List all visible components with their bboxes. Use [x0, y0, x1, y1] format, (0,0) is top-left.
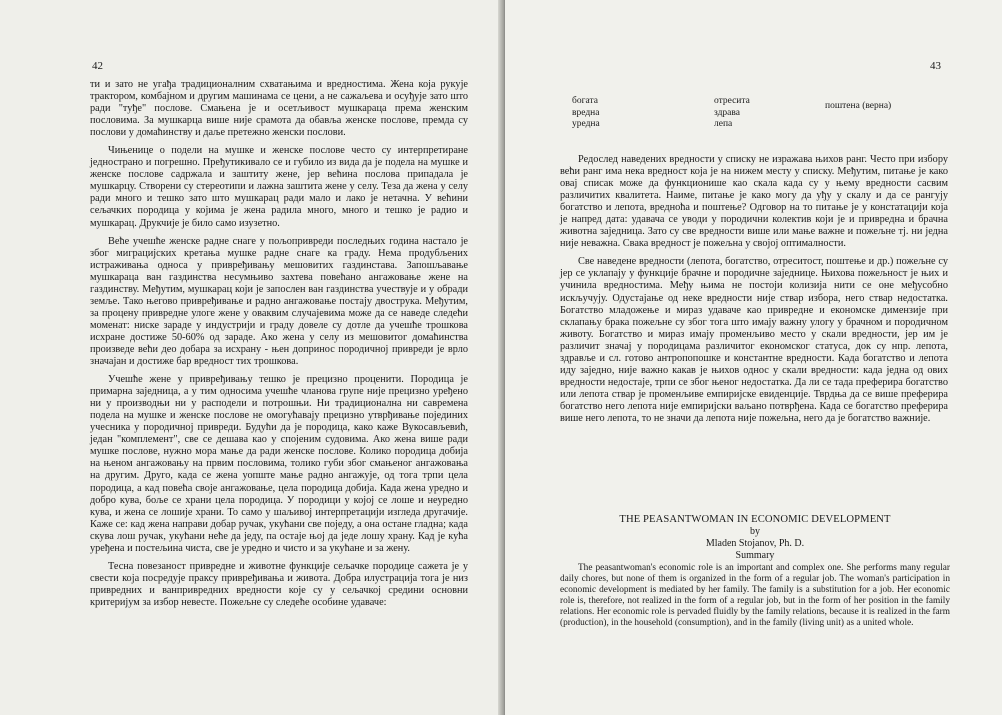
paragraph: Учешће жене у привређивању тешко је прецизно проценити. Породица је примарна заједница, а у тим односима учешће чланова групе није прецизно уређено ни у производњи ни у расподели и потрошњи. Ни традиционална ни савремена подела на мушке и женске послове не омогућавају прецизно утврђивање појединих учесника у породичној привреди. Будући да је породица, како каже Вукосављевић, један "комплемент", све се дешава као у спојеним судовима. Ако жена више ради мушке послове, нужно мора мање да ради женске послове. Колико породица добија на њеном ангажовању на првим пословима, толико губи због смањеног ангажовања на другим. Друго, када се жена уопште мање радно ангажује, од тога трпи цела породица, а кад повећа своје ангажовање, цела породица добија. Када жена уредно и добро кува, боље се храни цела породица. У породици у којој се лоше и неуредно кува, и жена се лошије храни. То само у шаљивој интерпретацији изгледа другачије. Каже се: кад жена направи добар ручак, укућани све поједу, а она остане гладна; када скува лош ручак, укућани неће да једу, па остаје њој да једе лошу храну. Кад је кућа уређена и постељина чиста, све је уредно и чисто и за укућане и за жену.: [90, 374, 468, 554]
page-number-left: 42: [92, 60, 103, 72]
summary-author: Mladen Stojanov, Ph. D.: [705, 538, 805, 549]
value-item: лепа: [714, 119, 733, 129]
value-column-1: [572, 96, 600, 131]
value-item: вредна: [572, 107, 600, 118]
value-item: отресита: [714, 96, 750, 106]
right-page: [505, 0, 1002, 715]
value-item: поштена (верна): [825, 101, 892, 111]
summary-text: The peasantwoman's economic role is an important and complex one. She performs many regular daily chores, but none of them is organized in the form of a regular job. The woman's participation in economic development is mediated by her family. The family is a substitution for a job. Her economic role is, therefore, not realized in the form of a regular job, but in the form of her position in the family relations. Her economic role is pervaded fluidly by the family relations, because it is realized in the farm (production), in the household (consumption), and in the family (living unit) as a united whole.: [560, 563, 950, 628]
left-page-text: [90, 79, 468, 615]
paragraph: ти и зато не угађа традиционалним схватањима и вредностима. Жена која рукује трактором, комбајном и другим машинама се цени, а не сажаљева и осуђује зато што ради "туђе" послове. Смањена је и осетљивост мушкараца према женским пословима. За мушкарца више није срамота да обавља женске послове, премда су послови у домаћинству и даље претежно женски послови.: [90, 79, 468, 139]
page-number-right: 43: [930, 60, 941, 72]
paragraph: Редослед наведених вредности у списку не изражава њихов ранг. Често при избору већи ранг има нека вредност која је на нижем месту у списку. Међутим, питање је како овај списак може да функционише као скала када су у њему вредности сасвим различитих квалитета. Наиме, питање је како могу да уђу у скалу и да се рангују богатство и лепота, вредноћа и поштење? Одговор на то питање је у констатацији која је напред дата: удавача се уводи у породични колектив који је и привредна и брачна животна заједница. Зато су све вредности више или мање важне и пожељне тј. ни једна није неважна. Свака вредност је пожељна у својој оптималности.: [560, 154, 948, 250]
value-item: уредна: [572, 119, 600, 129]
english-summary: [560, 514, 950, 629]
paragraph: Тесна повезаност привредне и животне функције сељачке породице сажета је у свести која посредује праксу привређивања и живота. Добра илустрација тога је низ привредних и ванпривредних вредности које су у сељачкој средини основни критеријум за избор невесте. Пожељне су следеће особине удаваче:: [90, 560, 468, 608]
summary-title: THE PEASANTWOMAN IN ECONOMIC DEVELOPMENT: [619, 514, 891, 525]
value-item: здрава: [714, 107, 740, 118]
right-page-text: [560, 154, 948, 431]
value-item: богата: [572, 96, 598, 106]
summary-heading: Summary: [735, 550, 775, 561]
value-column-3: [825, 101, 891, 113]
paragraph: Веће учешће женске радне снаге у пољопривреди последњих година настало је због миграцијских кретања мушке радне снаге ка граду. Нема продубљених истраживања односа у привређивању мешовитих газдинстава. Запошљавање мушкараца ван газдинства несумњиво захтева повећано ангажовање жене на газдинству. Међутим, мушкарац који је запослен ван газдинства учествује и у обради земље. Тако његово привређивање и радно ангажовање постају двострука. Међутим, за процену привредне улоге жене у оваквим случајевима може да се наведе следећи моменат: ниске зараде у индустрији и граду довеле су дотле да учешће трошкова исхране достиже 50-60% од зараде. Ако жена у селу из мешовитог домаћинства произведе већи део добара за исхрану - њен допринос породичној привреди је врло значајан и достиже бар вредност тих трошкова.: [90, 235, 468, 368]
value-column-2: [714, 96, 750, 131]
paragraph: Све наведене вредности (лепота, богатство, отреситост, поштење и др.) пожељне су јер се уклапају у функције брачне и породичне заједнице. Њихова пожељност је њих и учинила вредностима. Међу њима не постоји колизија нити се оне међусобно искључују. Одустајање од неке вредности није ствар избора, него ствар недостатка. Богатство младожење и мираз удаваче као привредне и економске димензије при склапању брака пожељне су због тога што имају важну улогу у брачном и породичном животу. Богатство и мираз имају променљиво место у скали вредности, јер им је различит значај у породицама различитог економског статуса, док су нпр. лепота, здравље и сл. готово антропопошке и константне вредности. Када богатство и лепота иду заједно, није важно какав је њихов однос у скали вредности: када једна од ових вредности недостаје, трпи се због њеног недостатка. Да ли се тада преферира богатство или лепота ствар је променљиве емпиријске евиденције. Тврдња да се више преферира богатство него лепота није емпиријски ваљано потврђена. Када се богатство преферира више него лепота, то не значи да лепота није пожељна, него да је богатство важније.: [560, 256, 948, 424]
summary-by: by: [750, 526, 760, 537]
paragraph: Чињенице о подели на мушке и женске послове често су интерпретиране једнострано и погрешно. Пређутикивало се и губило из вида да је подела на мушке и женске послове садржала и заштиту жене, јер већина послова припадала је мушкарцу. Створени су стереотипи и лажна заштита жене у селу. Теза да жена у селу ради много и тешко зато што мушкарац ради мало и лако је нетачна. У већини сељачких породица у којима је жена радила много, много и тешко је радио и мушкарац. Друкчије је било само изузетно.: [90, 145, 468, 229]
